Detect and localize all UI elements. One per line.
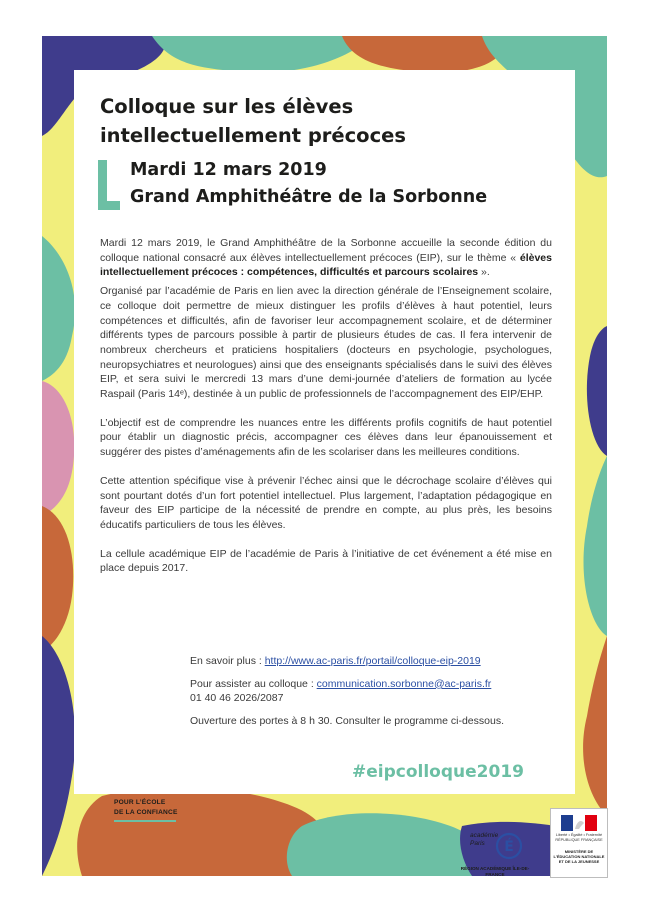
attend-email-link[interactable]: communication.sorbonne@ac-paris.fr (316, 677, 492, 690)
event-date: Mardi 12 mars 2019 (130, 160, 327, 180)
ministere-logo (550, 808, 608, 878)
title-line-1: Colloque sur les élèves (100, 95, 354, 118)
attend-info (190, 677, 560, 706)
paragraph-2: Organisé par l’académie de Paris en lien avec la direction générale de l’Enseignement scolaire, ce colloque doit permettre de mieux distinguer les profils d’élèves à haut potentiel, leurs compétences et difficultés, afin de favoriser leur accompagnement scolaire, et de déterminer différents types de parcours possible à partir de plusieurs études de cas. Il fera intervenir de nombreux chercheurs et praticiens hospitaliers (docteurs en psychologie, psychologues, neuropsychiatres et neurologues) ainsi que des enseignants spécialisés dans le suivi des élèves EIP, et sera suivi le mercredi 13 mars d’une demi-journée d’ateliers de formation au lycée Raspail (Paris 14ᵉ), destinée à un public de professionnels de l’accompagnement des EIP/EHP. (100, 285, 552, 401)
event-subtitle (130, 157, 560, 211)
paragraph-1-theme: élèves intellectuellement précoces : compétences, difficultés et parcours scolaires (100, 251, 552, 279)
phone-number: 01 40 46 2026/2087 (190, 692, 284, 705)
marianne-flag-icon (561, 815, 597, 831)
republique-francaise: Liberté • Égalité • Fraternité RÉPUBLIQUE FRANÇAISE (555, 833, 603, 842)
ecole-confiance-logo (114, 798, 178, 818)
academie-label: académie (470, 832, 499, 839)
attend-label: Pour assister au colloque : (190, 677, 317, 690)
more-info (190, 654, 560, 669)
academie-city: Paris (470, 840, 485, 847)
page-title (100, 92, 540, 150)
paragraph-1-end: ». (478, 266, 490, 279)
paragraph-1-start: Mardi 12 mars 2019, le Grand Amphithéâtre de la Sorbonne accueille la seconde édition du colloque national consacré aux élèves intellectuellement précoces (EIP), sur le thème « (100, 237, 552, 264)
info-block (190, 654, 560, 737)
body-text (100, 236, 552, 576)
paragraph-1 (100, 236, 552, 280)
ecole-line-2: DE LA CONFIANCE (114, 809, 178, 816)
academie-word (470, 832, 498, 848)
svg-text:É: É (504, 839, 514, 855)
more-info-link[interactable]: http://www.ac-paris.fr/portail/colloque-eip-2019 (264, 655, 481, 667)
ecole-line-1: POUR L’ÉCOLE (114, 799, 166, 806)
doors-info: Ouverture des portes à 8 h 30. Consulter le programme ci-dessous. (190, 715, 504, 728)
paragraph-5: La cellule académique EIP de l’académie de Paris à l’initiative de cet événement a été mise en place depuis 2017. (100, 547, 552, 575)
hashtag: #eipcolloque2019 (352, 762, 524, 782)
title-line-2: intellectuellement précoces (100, 124, 406, 147)
academie-region: RÉGION ACADÉMIQUE ÎLE-DE-FRANCE (460, 866, 530, 877)
event-venue: Grand Amphithéâtre de la Sorbonne (130, 187, 488, 207)
more-info-label: En savoir plus : (190, 655, 265, 667)
ecole-underline (114, 820, 176, 822)
paragraph-3: L’objectif est de comprendre les nuances entre les différents profils cognitifs de haut potentiel pour établir un diagnostic précis, accompagner ces élèves dans leur épanouissement et suggérer des pistes d’aménagements afin de les scolariser dans les meilleures conditions. (100, 416, 552, 459)
ministere-name: MINISTÈRE DE L’ÉDUCATION NATIONALE ET DE LA JEUNESSE (553, 849, 605, 864)
accent-l-shape (98, 160, 120, 210)
paragraph-4: Cette attention spécifique vise à prévenir l’échec ainsi que le décrochage scolaire d’élèves qui sont pourtant dotés d’un fort potentiel intellectuel. Plus largement, l’adaptation pédagogique en faveur des EIP participe de la nécessité de prendre en compte, au plus près, les besoins éducatifs particuliers de tous les élèves. (100, 474, 552, 531)
